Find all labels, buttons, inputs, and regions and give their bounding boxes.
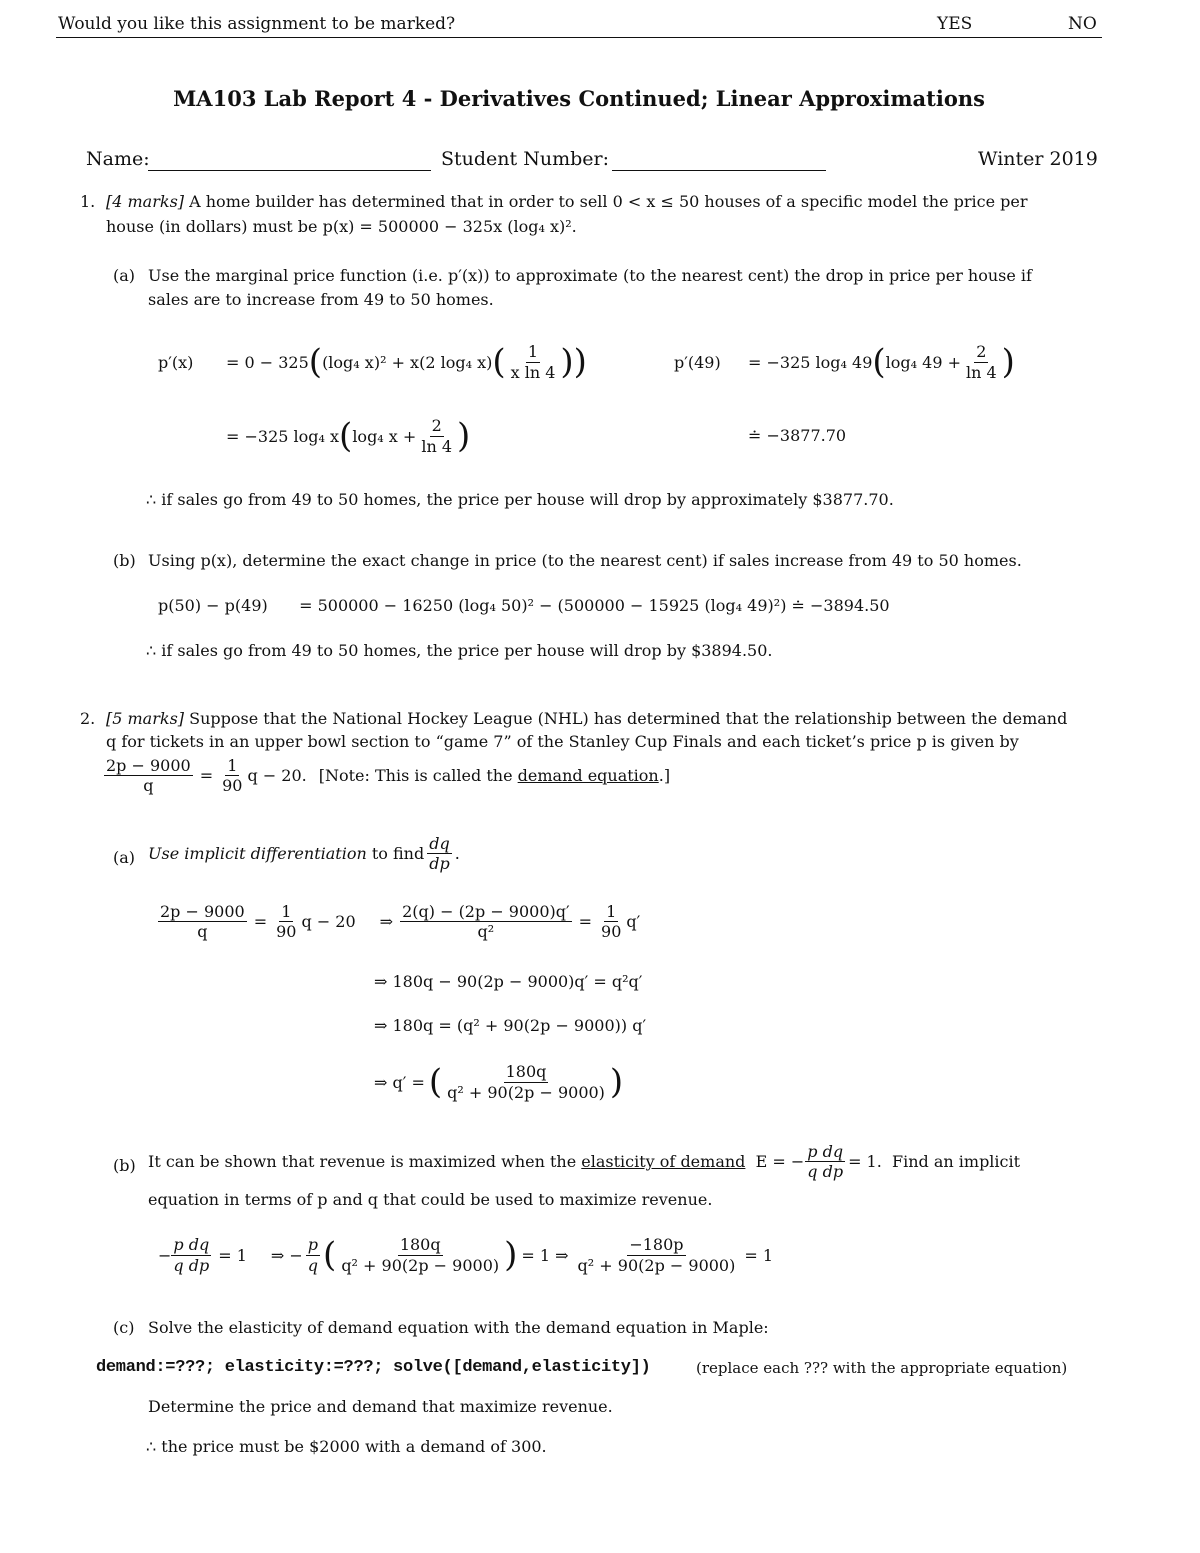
q2b-w-frac1: $\frac{\text{p dq}}{\text{q dp}}$ [173,1235,210,1275]
q2-note-term: demand equation [517,766,659,786]
q2c-task: Determine the price and demand that maximize revenue. [148,1397,613,1416]
q2-stem-fraction: $\frac{2p - 9000}{q}$ [106,756,191,796]
q2a-l1-tail2: q′ [626,912,641,932]
q2b-w-eq3: = 1 [744,1245,774,1265]
q2b-text-line2: equation in terms of p and q that could be used to maximize revenue. [148,1190,713,1209]
q2b-w-frac4: $\frac{-180p}{\text{q² + 90(2p − 9000)}}$ [577,1235,736,1275]
q1-stem-line1: A home builder has determined that in order to sell 0 < x ≤ 50 houses of a specific model the price per [189,192,1028,211]
q1a-eq2-rhs-a: = −325 log₄ x [226,426,340,446]
q1a-text-line1: Use the marginal price function (i.e. p′(x)) to approximate (to the nearest cent) the drop in price per house if [148,266,1032,285]
q2a-line2: ⇒ 180q − 90(2p − 9000)q′ = q²q′ [374,972,643,991]
paren-close: ) [609,1061,624,1102]
q2-stem-fraction2: $\frac{1}{90}$ [222,756,243,796]
q1a-eq1-fraction: $\frac{1}{\text{x ln 4}}$ [510,342,556,382]
q1a-eq3-rhs-b: log₄ 49 + [885,352,961,372]
paren-close: ) [1001,341,1015,382]
q2a-label: (a) [113,848,136,867]
header-rule [56,37,1102,38]
q2b-work [158,1228,773,1282]
q2a-line4 [374,1056,623,1108]
paren-open: ( [339,415,353,456]
q2a-l1-frac4: $\frac{1}{90}$ [601,902,622,942]
q2a-l1-frac2: $\frac{1}{90}$ [276,902,297,942]
q1-number: 1. [80,192,96,211]
q2a-l1-frac1: $\frac{2p - 9000}{q}$ [160,902,245,942]
marking-question: Would you like this assignment to be marked? [58,14,456,34]
q2a-prompt: Use implicit differentiation to find $\frac{dq}{dp}$ . [148,834,460,874]
q2-note-suffix: .] [658,766,671,786]
q2b-w-eq1: = 1 [218,1245,247,1265]
q1a-eq1-rhs-b: (log₄ x)² + x(2 log₄ x) [322,352,493,372]
q2b-term: elasticity of demand [581,1152,746,1172]
paren-open: ( [323,1234,337,1275]
paren-open: ( [492,341,506,382]
q1a-eq3 [674,336,1015,388]
equals-sign: = [253,912,268,932]
q2-demand-equation [104,756,670,795]
q2-note-prefix: [Note: This is called the [318,766,513,786]
q1a-eq3-fraction: $\frac{2}{\ln 4}$ [965,342,997,382]
q1b-label: (b) [113,551,136,570]
implies-arrow: ⇒ [379,912,394,932]
q2-stem-line1: Suppose that the National Hockey League (NHL) has determined that the relationship between the demand [189,709,1068,728]
q1a-eq2 [226,410,470,462]
q1-stem-line2: house (in dollars) must be p(x) = 500000 − 325x (log₄ x)². [106,217,577,236]
q2a-text-italic: Use implicit differentiation [148,844,367,864]
q2-stem [106,709,1067,728]
q1a-eq1-lhs: p′(x) [158,352,194,372]
q1a-label: (a) [113,266,136,285]
q2a-derivative-fraction: $\frac{dq}{dp}$ [429,834,450,874]
q1a-eq2-rhs-b: log₄ x + [352,426,417,446]
q2c-text: Solve the elasticity of demand equation with the demand equation in Maple: [148,1318,769,1337]
paren-open: ( [308,341,323,382]
q2b-label: (b) [113,1156,136,1175]
q1a-text-line2: sales are to increase from 49 to 50 homes. [148,290,494,309]
yes-option[interactable]: YES [937,14,973,34]
q1a-conclusion: ∴ if sales go from 49 to 50 homes, the price per house will drop by approximately $3877.70. [146,490,894,509]
q2c-maple-note: (replace each ??? with the appropriate equation) [696,1359,1068,1377]
q1b-eq [158,596,890,615]
paren-open: ( [428,1061,443,1102]
paren-close: )) [560,341,587,382]
q1a-eq3-rhs-a: = −325 log₄ 49 [748,352,873,372]
equals-sign: = [199,766,214,786]
q2a-l1-frac3: $\frac{2(q) - (2p - 9000)q'}{\text{q²}}$ [402,902,570,942]
student-number-label: Student Number: [441,148,609,170]
minus-sign: − [158,1245,172,1265]
q2c-maple-command: demand:=???; elasticity:=???; solve([demand,elasticity]) [96,1358,651,1377]
q2-stem-tail: q − 20. [247,766,307,786]
q2-stem-line2: q for tickets in an upper bowl section to “game 7” of the Stanley Cup Finals and each ticket’s price p is given by [106,732,1019,751]
paren-close: ) [504,1234,518,1275]
name-field[interactable] [148,170,431,171]
q2b-elasticity-fraction: $\frac{\text{p dq}}{\text{q dp}}$ [807,1142,844,1182]
q2a-text-rest: to find [371,844,425,864]
q1a-eq3-lhs: p′(49) [674,352,721,372]
q2-number: 2. [80,709,96,728]
q1b-eq-lhs: p(50) − p(49) [158,596,268,615]
implies-arrow: ⇒ − [270,1245,303,1265]
q2b-w-frac2: $\frac{p}{q}$ [307,1235,319,1275]
q2b-text [148,1142,1020,1181]
q1b-conclusion: ∴ if sales go from 49 to 50 homes, the price per house will drop by $3894.50. [146,641,773,660]
q2b-text3: = 1. Find an implicit [848,1152,1021,1172]
q2c-label: (c) [113,1318,135,1337]
q1b-eq-rhs: = 500000 − 16250 (log₄ 50)² − (500000 − 15925 (log₄ 49)²) ≐ −3894.50 [299,596,890,615]
q1b-text: Using p(x), determine the exact change in price (to the nearest cent) if sales increase from 49 to 50 homes. [148,551,1022,570]
term-label: Winter 2019 [978,148,1098,170]
q2-marks: [5 marks] [106,709,185,728]
q2a-l4-prefix: ⇒ q′ = [374,1072,425,1092]
q1a-eq1 [158,336,587,388]
q2b-w-frac3: $\frac{180q}{\text{q² + 90(2p − 9000)}}$ [341,1235,500,1275]
q2b-text1: It can be shown that revenue is maximized when the [148,1152,577,1172]
paren-open: ( [872,341,886,382]
q1a-eq2-fraction: $\frac{2}{\ln 4}$ [421,416,453,456]
paren-close: ) [457,415,471,456]
equals-sign: = [578,912,593,932]
q2b-text2: E = − [755,1152,805,1172]
q1-marks: [4 marks] [106,192,185,211]
page-title: MA103 Lab Report 4 - Derivatives Continued; Linear Approximations [173,86,985,111]
q2a-l1-tail: q − 20 [301,912,356,932]
q2c-conclusion: ∴ the price must be $2000 with a demand of 300. [146,1437,547,1456]
name-label: Name: [86,148,150,170]
q2b-w-eq2: = 1 ⇒ [521,1245,569,1265]
q2a-line1 [158,902,640,941]
no-option[interactable]: NO [1068,14,1097,34]
q1a-eq1-rhs-a: = 0 − 325 [226,352,309,372]
student-number-field[interactable] [612,170,826,171]
q1a-eq4: ≐ −3877.70 [748,426,847,445]
q1-stem [106,192,1028,211]
q2a-l4-fraction: $\frac{180q}{\text{q² + 90(2p − 9000)}}$ [447,1062,605,1102]
q2a-line3: ⇒ 180q = (q² + 90(2p − 9000)) q′ [374,1016,647,1035]
